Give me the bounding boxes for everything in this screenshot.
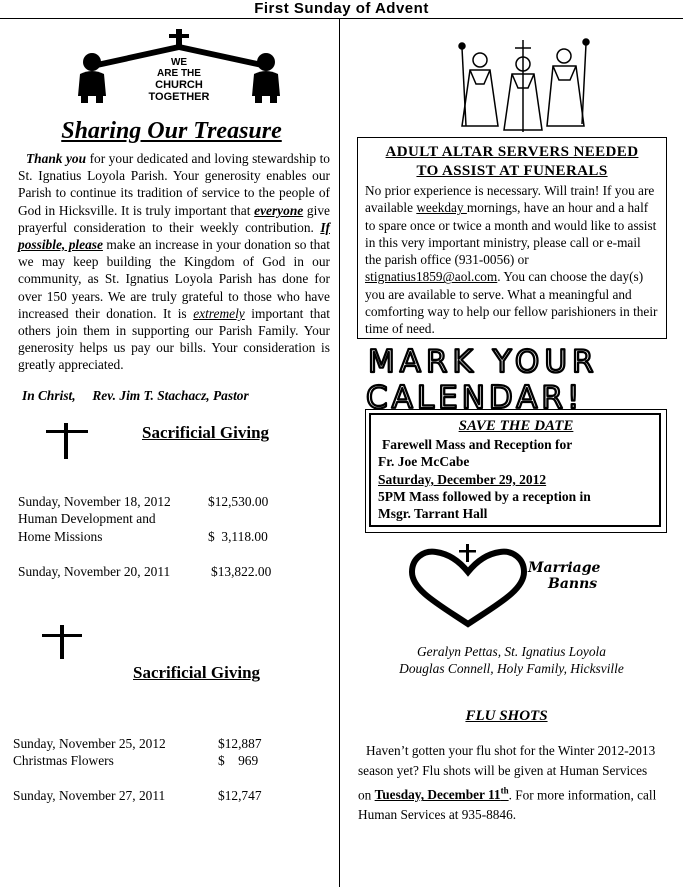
giving2-row-label: Christmas Flowers [13, 753, 114, 768]
giving1-row-label: Sunday, November 18, 2012 [18, 494, 171, 509]
sharing-paragraph: Thank you for your dedicated and loving stewardship to St. Ignatius Loyola Parish. Your generosity enables our Parish to continue its tradition of service to the people of God in Hicksville. It is truly important that everyone give prayerful consideration to their weekly contribution. If possible, please make an increase in your donation so that we may keep building the Kingdom of God in our community, as St. Ignatius Loyola Parish has done for over 150 years. We are truly grateful to those who have increased their donation. It is extremely important that others join them in supporting our Parish Family. Your generosity helps us pay our bills. Your consideration is greatly appreciated. [18, 151, 331, 373]
flu-shots-heading: FLU SHOTS [465, 708, 548, 724]
logo-text-3: CHURCH [155, 79, 203, 91]
logo-text-2: ARE THE [157, 68, 201, 79]
giving2-row-label: Sunday, November 25, 2012 [13, 736, 166, 751]
giving-heading-1: Sacrificial Giving [142, 423, 270, 442]
cross-icon [42, 625, 82, 659]
giving1-row-label: Sunday, November 20, 2011 [18, 564, 171, 579]
pastor-signature: In Christ, Rev. Jim T. Stachacz, Pastor [22, 388, 249, 403]
giving-heading-2: Sacrificial Giving [133, 663, 261, 682]
altar-servers-heading: ADULT ALTAR SERVERS NEEDED TO ASSIST AT FUNERALS [385, 144, 639, 179]
flu-shots-text: Haven’t gotten your flu shot for the Winter 2012-2013 season yet? Flu shots will be given at Human Services on Tuesday, December 11th. For more information, call Human Services at 935-8846. [358, 743, 657, 823]
mark-your-calendar-banner [362, 342, 667, 414]
save-the-date-title: SAVE THE DATE [458, 418, 574, 434]
church-together-logo [77, 28, 282, 104]
altar-servers-text: No prior experience is necessary. Will train! If you are available weekday mornings, have an hour and a half to spare once or twice a month and would like to assist in this very important ministry, please call or e-mail the parish office (931-0056) or stignatius1859@aol.com. You can choose the day(s) you are available to serve. What a meaningful and comforting way to help our fellow parishioners in their time of need. [365, 183, 658, 337]
heart-cross-icon [412, 544, 524, 624]
flu-shot-date: Tuesday, December 11th [374, 786, 509, 803]
logo-text-1: WE [170, 57, 188, 68]
giving1-row-label: Human Development and [18, 511, 156, 526]
altar-servers-illustration [452, 36, 592, 134]
parish-email-link[interactable]: stignatius1859@aol.com [365, 269, 498, 285]
marriage-banns-logo [408, 542, 628, 628]
save-date-line: Fr. Joe McCabe [378, 454, 470, 469]
thank-you-text: Thank you [26, 151, 87, 166]
cross-icon [46, 423, 88, 459]
save-date-line: 5PM Mass followed by a reception in [378, 489, 591, 504]
sharing-heading: Sharing Our Treasure [61, 118, 282, 144]
giving2-row-amount: $12,887 [218, 736, 262, 751]
page-title: First Sunday of Advent [254, 0, 429, 17]
banns-name: Geralyn Pettas, St. Ignatius Loyola [417, 644, 606, 659]
save-date-line: Msgr. Tarrant Hall [378, 506, 488, 521]
giving1-row-amount: $13,822.00 [211, 564, 272, 579]
banns-name: Douglas Connell, Holy Family, Hicksville [399, 661, 624, 676]
banns-logo-line1: Marriage [528, 560, 601, 576]
mark-your-text: MARK YOUR [368, 344, 599, 380]
giving1-row-amount: $12,530.00 [208, 494, 269, 509]
banns-logo-line2: Banns [548, 576, 598, 592]
title-divider [0, 18, 683, 19]
calendar-text: CALENDAR! [366, 380, 584, 414]
giving1-row-label: Home Missions [18, 529, 103, 544]
giving2-row-amount: $ 969 [218, 753, 259, 768]
logo-text-4: TOGETHER [148, 91, 210, 103]
giving1-row-amount: $ 3,118.00 [208, 529, 268, 544]
save-date-line: Farewell Mass and Reception for [382, 437, 573, 452]
save-date-line: Saturday, December 29, 2012 [378, 472, 547, 487]
giving2-row-amount: $12,747 [218, 788, 262, 803]
column-divider [339, 19, 340, 887]
giving2-row-label: Sunday, November 27, 2011 [13, 788, 166, 803]
